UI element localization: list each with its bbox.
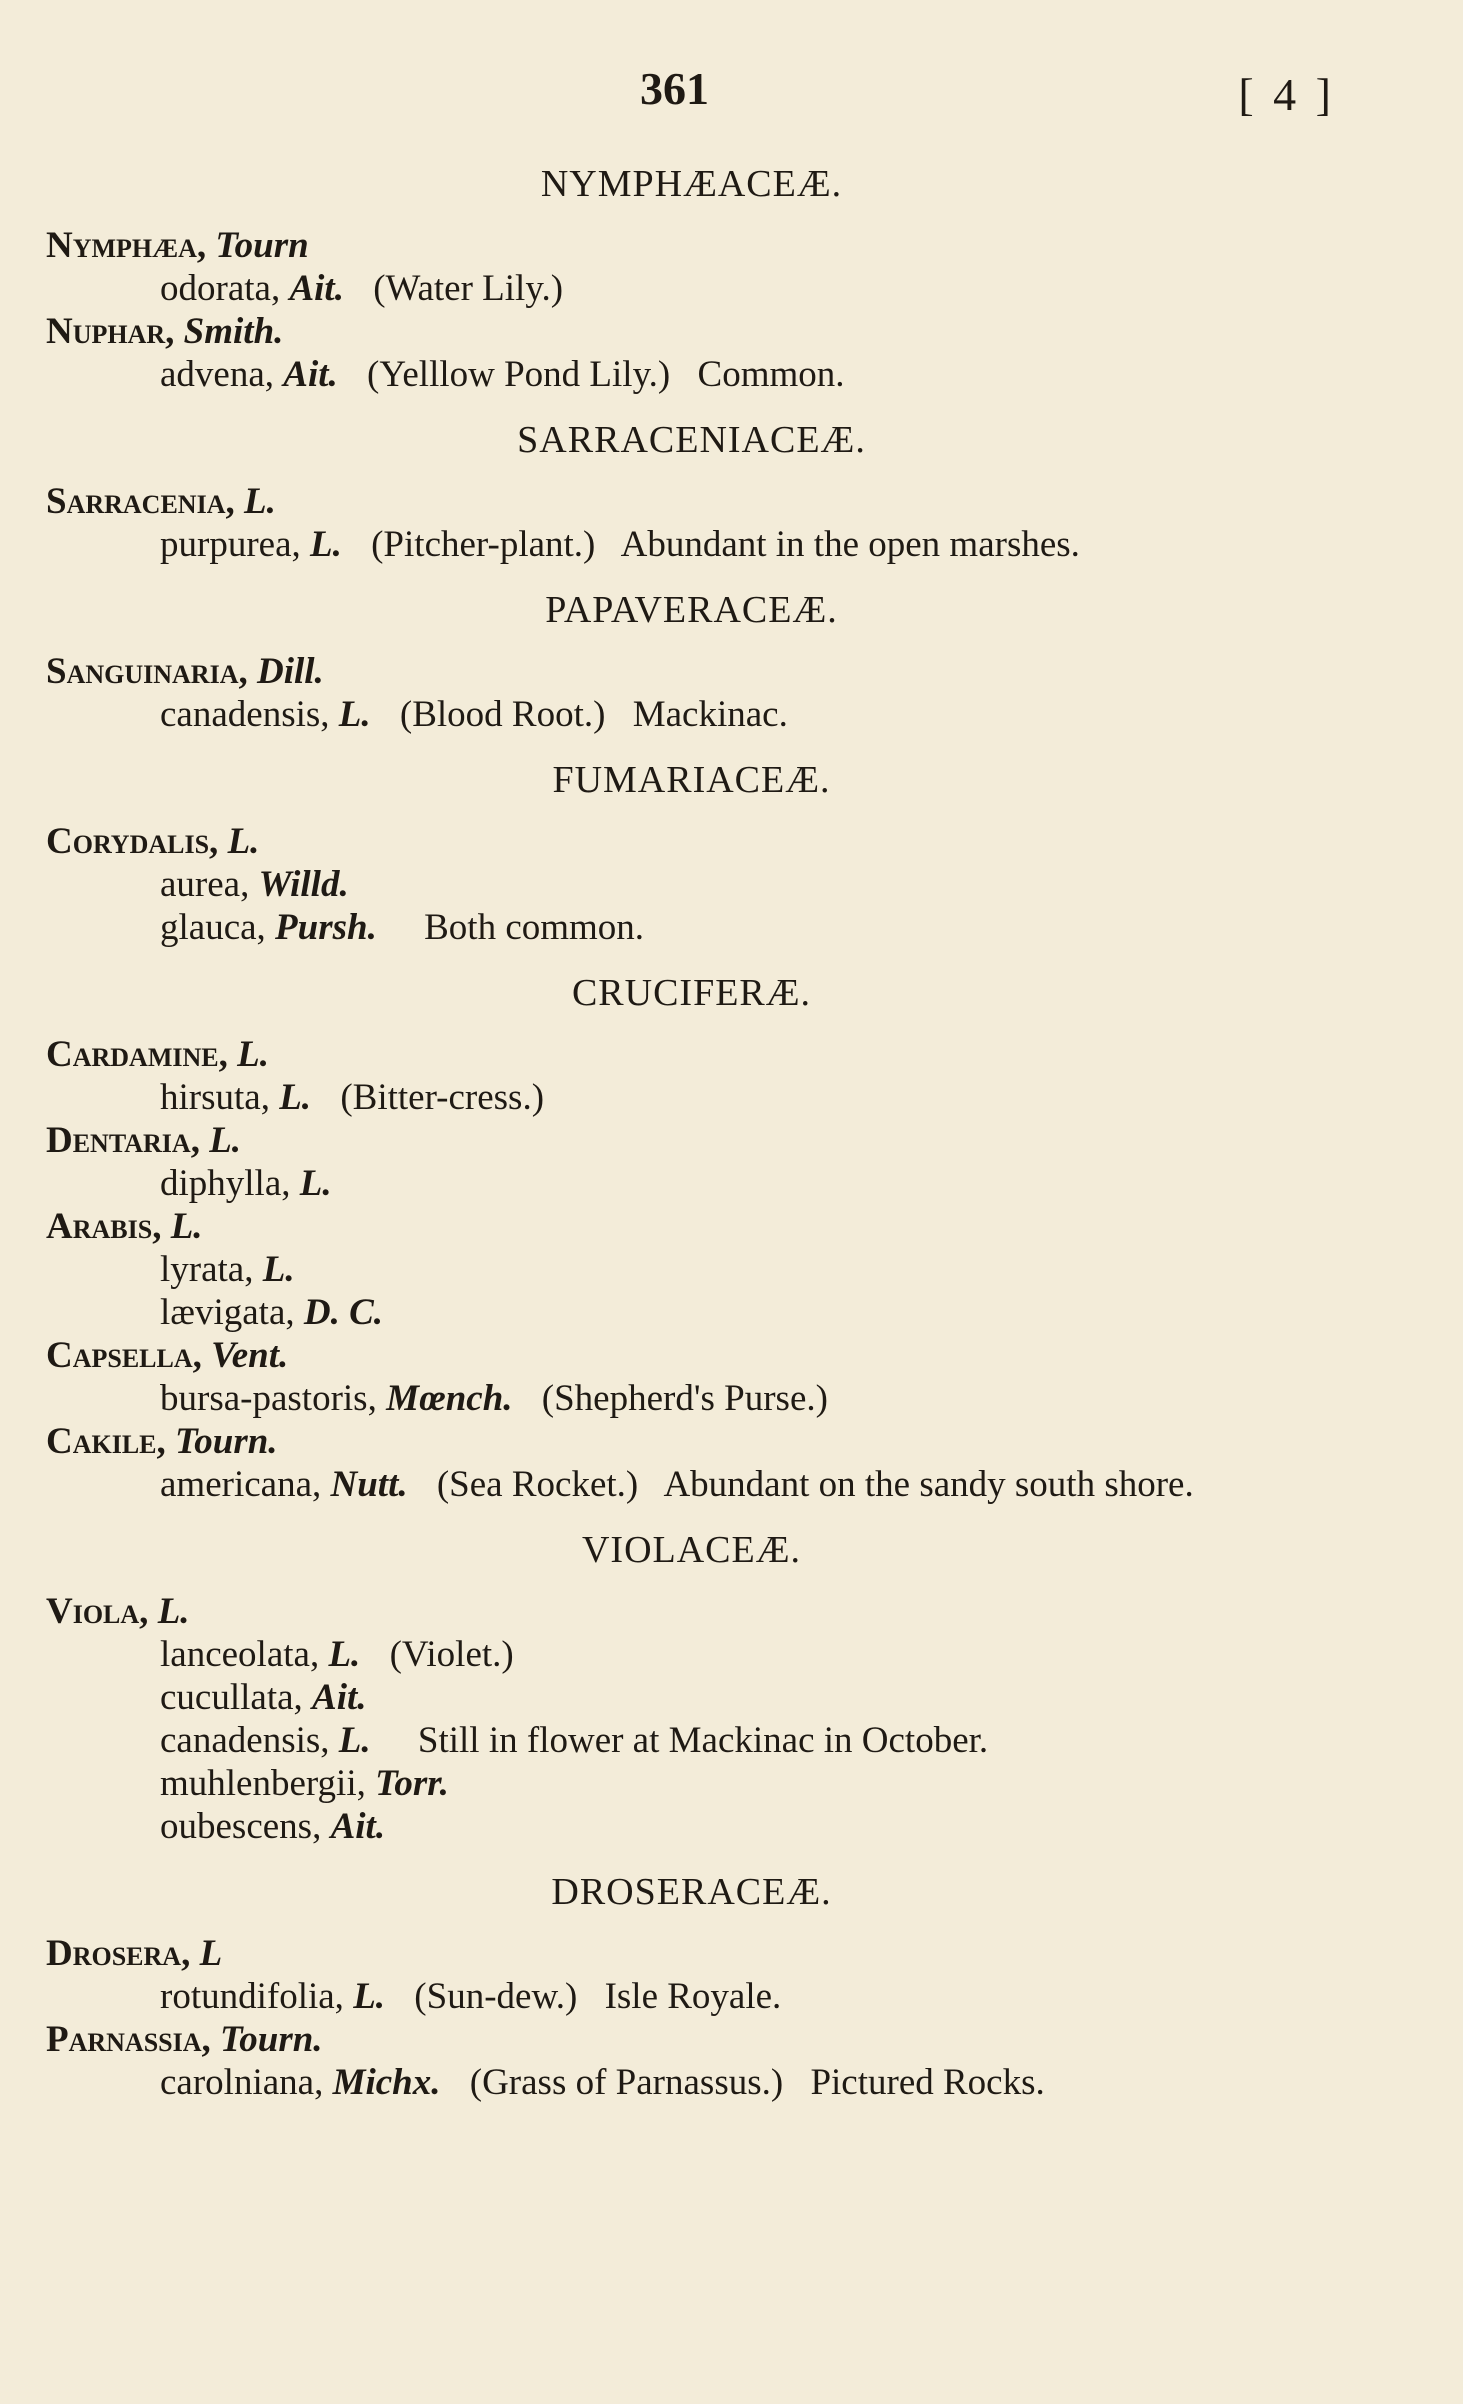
species-author: L.	[262, 1249, 295, 1290]
common-name: (Bitter-cress.)	[340, 1077, 545, 1118]
genus-name: Cakile,	[46, 1421, 166, 1462]
species-name: canadensis,	[160, 694, 330, 735]
genus-name: Viola,	[46, 1591, 149, 1632]
genus-author: L	[199, 1933, 223, 1974]
species-author: Willd.	[258, 864, 349, 905]
species-name: aurea,	[160, 864, 250, 905]
genus-name: Drosera,	[46, 1933, 191, 1974]
species-author: L.	[328, 1634, 361, 1675]
species-note: Still in flower at Mackinac in October.	[417, 1720, 989, 1761]
genus-author: Tourn.	[220, 2019, 323, 2060]
species-line	[0, 267, 1463, 310]
species-line	[0, 693, 1463, 736]
species-line	[0, 1719, 1463, 1762]
species-author: Michx.	[332, 2062, 441, 2103]
genus-name: Sanguinaria,	[46, 651, 248, 692]
page-header	[0, 62, 1463, 132]
common-name: (Blood Root.)	[399, 694, 606, 735]
species-author: L.	[353, 1976, 386, 2017]
genus-author: L.	[157, 1591, 190, 1632]
species-name: carolniana,	[160, 2062, 324, 2103]
family-heading: FUMARIACEÆ.	[552, 759, 831, 801]
species-note: Common.	[697, 354, 845, 395]
genus-name: Arabis,	[46, 1206, 162, 1247]
species-line	[0, 1805, 1463, 1848]
genus-line	[0, 650, 1463, 693]
species-name: lyrata,	[160, 1249, 254, 1290]
species-author: Torr.	[375, 1763, 449, 1804]
family-section	[0, 418, 1463, 566]
family-heading: SARRACENIACEÆ.	[517, 419, 866, 461]
species-name: lævigata,	[160, 1292, 295, 1333]
species-line	[0, 353, 1463, 396]
species-note: Both common.	[424, 907, 645, 948]
family-heading: PAPAVERACEÆ.	[545, 589, 838, 631]
family-section	[0, 1870, 1463, 2104]
family-section	[0, 588, 1463, 736]
genus-name: Dentaria,	[46, 1120, 200, 1161]
common-name: (Water Lily.)	[373, 268, 564, 309]
species-name: canadensis,	[160, 1720, 330, 1761]
species-line	[0, 1248, 1463, 1291]
genus-author: Tourn.	[175, 1421, 278, 1462]
family-section	[0, 971, 1463, 1506]
species-name: bursa-pastoris,	[160, 1378, 377, 1419]
species-author: Mœnch.	[386, 1378, 513, 1419]
family-heading: DROSERACEÆ.	[551, 1871, 832, 1913]
common-name: (Violet.)	[389, 1634, 514, 1675]
species-name: americana,	[160, 1464, 322, 1505]
species-author: D. C.	[303, 1292, 384, 1333]
genus-line	[0, 1119, 1463, 1162]
species-line	[0, 1291, 1463, 1334]
genus-line	[0, 1334, 1463, 1377]
species-author: L.	[338, 694, 371, 735]
common-name: (Yelllow Pond Lily.)	[367, 354, 671, 395]
species-line	[0, 1377, 1463, 1420]
species-name: muhlenbergii,	[160, 1763, 366, 1804]
genus-name: Nymphæa,	[46, 225, 207, 266]
species-line	[0, 2061, 1463, 2104]
species-line	[0, 1762, 1463, 1805]
species-author: Pursh.	[275, 907, 377, 948]
species-name: cucullata,	[160, 1677, 303, 1718]
genus-line	[0, 1205, 1463, 1248]
species-author: Nutt.	[330, 1464, 408, 1505]
species-note: Isle Royale.	[604, 1976, 782, 2017]
genus-name: Parnassia,	[46, 2019, 211, 2060]
species-author: Ait.	[283, 354, 338, 395]
species-line	[0, 1633, 1463, 1676]
species-name: purpurea,	[160, 524, 301, 565]
species-author: L.	[299, 1163, 332, 1204]
species-author: Ait.	[289, 268, 344, 309]
genus-name: Cardamine,	[46, 1034, 228, 1075]
family-section	[0, 758, 1463, 949]
species-note: Abundant on the sandy south shore.	[663, 1464, 1194, 1505]
species-line	[0, 1676, 1463, 1719]
family-section	[0, 162, 1463, 396]
genus-name: Capsella,	[46, 1335, 202, 1376]
species-name: lanceolata,	[160, 1634, 320, 1675]
species-name: advena,	[160, 354, 275, 395]
genus-author: L.	[243, 481, 276, 522]
genus-line	[0, 1033, 1463, 1076]
genus-name: Corydalis,	[46, 821, 219, 862]
species-line	[0, 863, 1463, 906]
genus-author: Dill.	[256, 651, 324, 692]
genus-line	[0, 1420, 1463, 1463]
species-author: Ait.	[312, 1677, 367, 1718]
genus-author: Vent.	[211, 1335, 289, 1376]
genus-name: Sarracenia,	[46, 481, 235, 522]
genus-line	[0, 2018, 1463, 2061]
species-list	[0, 150, 1463, 2126]
family-heading: NYMPHÆACEÆ.	[540, 163, 843, 205]
species-name: glauca,	[160, 907, 266, 948]
species-note: Pictured Rocks.	[810, 2062, 1045, 2103]
species-line	[0, 1076, 1463, 1119]
species-note: Abundant in the open marshes.	[620, 524, 1080, 565]
genus-line	[0, 310, 1463, 353]
common-name: (Sea Rocket.)	[436, 1464, 639, 1505]
genus-line	[0, 820, 1463, 863]
genus-line	[0, 224, 1463, 267]
genus-author: L.	[209, 1120, 242, 1161]
species-name: hirsuta,	[160, 1077, 270, 1118]
common-name: (Pitcher-plant.)	[371, 524, 596, 565]
genus-author: Tourn	[215, 225, 309, 266]
family-section	[0, 1528, 1463, 1848]
genus-author: L.	[237, 1034, 269, 1075]
common-name: (Grass of Parnassus.)	[469, 2062, 784, 2103]
species-line	[0, 1162, 1463, 1205]
species-line	[0, 1975, 1463, 2018]
genus-name: Nuphar,	[46, 311, 175, 352]
genus-line	[0, 1932, 1463, 1975]
page-number: 361	[640, 63, 709, 114]
genus-author: L.	[170, 1206, 203, 1247]
genus-author: Smith.	[183, 311, 284, 352]
species-name: odorata,	[160, 268, 281, 309]
species-line	[0, 1463, 1463, 1506]
species-name: rotundifolia,	[160, 1976, 344, 2017]
species-author: Ait.	[330, 1806, 386, 1847]
genus-line	[0, 1590, 1463, 1633]
common-name: (Sun-dew.)	[414, 1976, 578, 2017]
species-note: Mackinac.	[632, 694, 788, 735]
species-author: L.	[310, 524, 342, 565]
common-name: (Shepherd's Purse.)	[541, 1378, 828, 1419]
family-heading: VIOLACEÆ.	[581, 1529, 802, 1571]
species-name: oubescens,	[160, 1806, 322, 1847]
species-name: diphylla,	[160, 1163, 291, 1204]
species-line	[0, 906, 1463, 949]
genus-author: L.	[227, 821, 260, 862]
genus-line	[0, 480, 1463, 523]
family-heading: CRUCIFERÆ.	[571, 972, 812, 1014]
species-line	[0, 523, 1463, 566]
species-author: L.	[338, 1720, 371, 1761]
sheet-number: [ 4 ]	[1238, 69, 1335, 120]
species-author: L.	[279, 1077, 312, 1118]
